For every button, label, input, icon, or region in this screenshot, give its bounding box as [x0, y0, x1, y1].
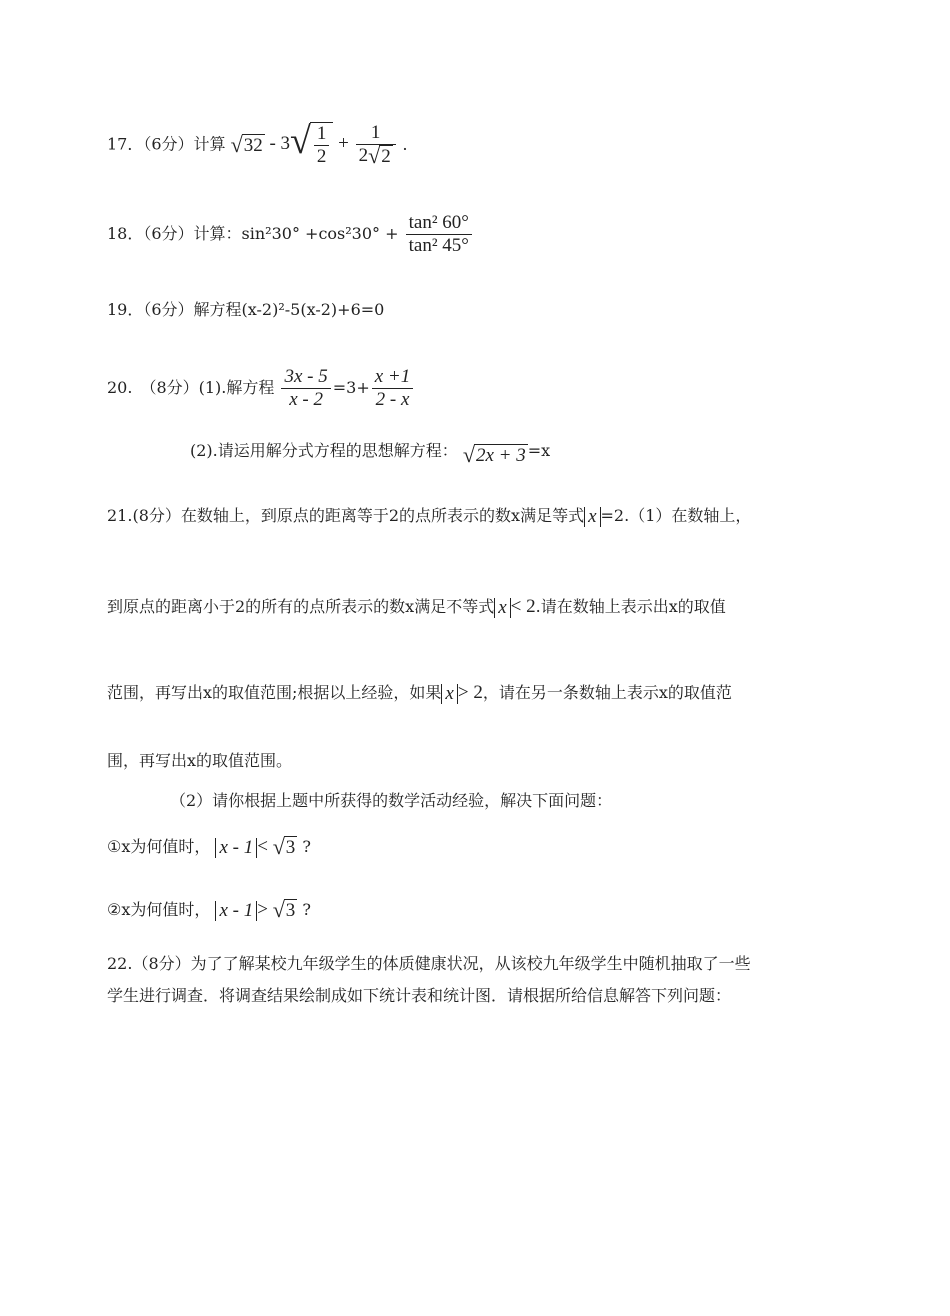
- q21-sqrt3: √ 3: [272, 834, 296, 859]
- question-20-part2: [190, 436, 550, 467]
- q20-part2-label: (2).请运用解分式方程的思想解方程：: [190, 441, 458, 460]
- q20-den1: x - 2: [289, 389, 323, 410]
- question-21-case2: [107, 897, 311, 922]
- q20-fraction-1: [281, 366, 330, 411]
- q21-sqrt3-b: √ 3: [272, 897, 296, 922]
- q21-abs-x-minus-1: x - 1: [215, 838, 257, 858]
- q20-radical: √ 2x + 3: [462, 442, 526, 467]
- q20-mid: =3+: [332, 378, 370, 397]
- q21-greater: >: [257, 899, 273, 920]
- q20-fraction-2: [372, 366, 414, 411]
- q20-num1: 3x - 5: [281, 366, 330, 389]
- q21-l2b: .请在数轴上表示出x的取值: [535, 597, 726, 616]
- q20-label: 20. （8分）(1).解方程: [107, 378, 275, 397]
- q21-sqrt3-val-b: 3: [285, 900, 296, 921]
- q21-ineq2: > 2: [457, 682, 483, 703]
- q21-q1: ?: [302, 837, 311, 856]
- question-22-line2: 学生进行调查．将调查结果绘制成如下统计表和统计图．请根据所给信息解答下列问题：: [107, 986, 732, 1005]
- q21-abs-x-minus-1-b: x - 1: [215, 901, 257, 921]
- q17-expression: √ 32 - 3 √ $\frac{1}{2}$ + 1 2 √ 2: [231, 133, 403, 154]
- q21-c1: ①x为何值时，: [107, 837, 211, 856]
- q20-den2: 2 - x: [375, 389, 410, 410]
- q21-sqrt3-val: 3: [285, 837, 296, 858]
- question-21-line5: （2）请你根据上题中所获得的数学活动经验，解决下面问题：: [170, 791, 613, 810]
- question-21-case1: [107, 834, 311, 859]
- q20-tail: =x: [527, 441, 551, 460]
- q18-fraction: [406, 212, 472, 257]
- q21-l2a: 到原点的距离小于2的所有的点所表示的数x满足不等式: [107, 597, 495, 616]
- q21-l3a: 范围，再写出x的取值范围;根据以上经验，如果: [107, 683, 442, 702]
- question-17: [107, 122, 418, 168]
- q20-num2: x +1: [372, 366, 414, 389]
- q18-denominator: tan² 45°: [408, 235, 469, 256]
- q21-abs-x-2: x: [494, 598, 510, 618]
- q18-numerator: tan² 60°: [406, 212, 472, 235]
- question-22-line1: 22.（8分）为了了解某校九年级学生的体质健康状况，从该校九年级学生中随机抽取了一些: [107, 954, 751, 973]
- q21-q2: ?: [302, 900, 311, 919]
- q21-abs-x: x: [584, 507, 600, 527]
- q21-abs-x-3: x: [441, 684, 457, 704]
- q21-l1a: 21.(8分）在数轴上，到原点的距离等于2的点所表示的数x满足等式: [107, 506, 585, 525]
- question-21-line2: [107, 594, 726, 618]
- q20-radicand: 2x + 3: [475, 445, 526, 466]
- question-19: 19．（6分）解方程(x-2)²-5(x-2)+6=0: [107, 300, 385, 319]
- question-20: [107, 366, 415, 411]
- q18-label: 18．（6分）计算：sin²30° +cos²30° +: [107, 224, 399, 243]
- q21-less: <: [257, 836, 273, 857]
- q17-label: 17．（6分）计算: [107, 134, 226, 154]
- question-21-line3: [107, 680, 732, 704]
- q21-c2: ②x为何值时，: [107, 900, 211, 919]
- q17-end: ．: [402, 134, 419, 154]
- question-21-line4: 围，再写出x的取值范围。: [107, 751, 293, 770]
- question-18: [107, 212, 474, 257]
- q21-ineq1: < 2: [510, 596, 536, 617]
- q21-l1b: =2.（1）在数轴上，: [600, 506, 752, 525]
- q21-l3b: ，请在另一条数轴上表示x的取值范: [482, 683, 732, 702]
- question-21-line1: [107, 503, 751, 527]
